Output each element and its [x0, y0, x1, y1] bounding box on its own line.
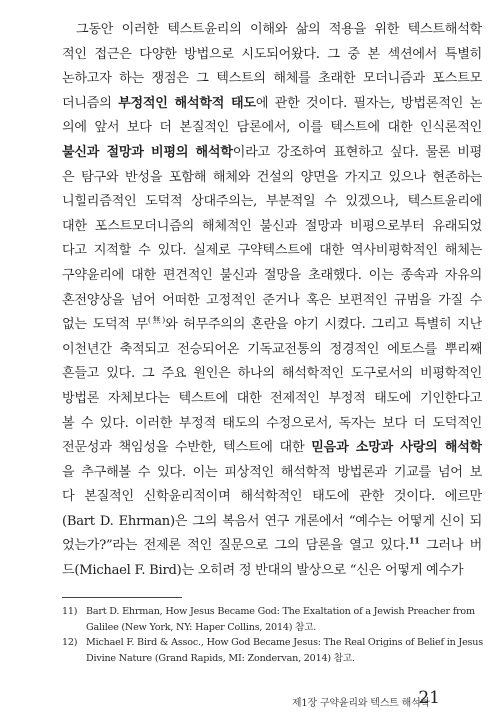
body-line: [62, 362, 482, 387]
footnote-line: Divine Nature (Grand Rapids, MI: Zondervan, 2014) 참고.: [86, 652, 355, 664]
text-run: 혼전양상을 넘어 어떠한 고정적인 준거나 혹은 보편적인 규범을 가질 수: [62, 292, 482, 308]
body-line: [62, 92, 482, 117]
text-run: 다고 지적할 수 있다. 실제로 구약텍스트에 대한 역사비평학적인 해체는: [62, 243, 482, 259]
body-line: [62, 436, 482, 461]
text-run: 볼 수 있다. 이러한 부정적 태도의 수정으로서, 독자는 보다 더 도덕적인: [62, 415, 482, 431]
body-line: [62, 264, 482, 289]
body-line: [62, 190, 482, 215]
text-run: 은 탐구와 반성을 포함해 해체와 건설의 양면을 가지고 있으나 현존하는: [62, 169, 482, 185]
body-line: [62, 67, 482, 92]
body-line: [62, 338, 482, 363]
body-line: [62, 239, 482, 264]
footnote: [62, 604, 487, 635]
footnote-number: 11): [62, 606, 78, 617]
text-run: 더니즘의: [62, 95, 119, 111]
bold-phrase: 믿음과 소망과 사랑의 해석학: [311, 440, 482, 456]
footnote-line: Michael F. Bird & Assoc., How God Became Jesus: The Real Origins of Belief in Jesus: [86, 637, 483, 648]
text-run: 그동안 이러한 텍스트윤리의 이해와 삶의 적용을 위한 텍스트해석학: [76, 22, 482, 37]
text-run: 이천년간 축적되고 전승되어온 기독교전통의 정경적인 에토스를 뿌리째: [62, 341, 482, 357]
body-line: [62, 215, 482, 240]
text-run: 에 관한 것이다. 필자는, 방법론적인 논: [255, 95, 482, 111]
body-line: [62, 289, 482, 314]
text-run: 이라고 강조하여 표현하고 싶다. 물론 비평: [232, 144, 482, 160]
text-run: 와 허무주의의 혼란을 야기 시켰다. 그리고 특별히 지난: [165, 317, 482, 333]
text-run: 흔들고 있다. 그 주요 원인은 하나의 해석학적인 도구로서의 비평학적인: [62, 366, 482, 382]
text-run: 었는가?”라는 전제론 적인 질문으로 그의 담론을 열고 있다.: [62, 538, 409, 554]
text-run: 다 본질적인 신학윤리적이며 해석학적인 태도에 관한 것이다. 에르만: [62, 489, 482, 505]
footnote-line: Bart D. Ehrman, How Jesus Became God: The Exaltation of a Jewish Preacher from: [86, 606, 475, 617]
text-run: 그러나 버: [419, 538, 482, 554]
text-run: 방법론 자체보다는 텍스트에 대한 전제적인 부정적 태도에 기인한다고: [62, 390, 482, 406]
body-line: [62, 461, 482, 486]
body-line: [62, 559, 482, 584]
text-run: 논하고자 하는 쟁점은 그 텍스트의 해체를 초래한 모더니즘과 포스트모: [62, 71, 482, 87]
text-run: 니힐리즘적인 도덕적 상대주의는, 부분적일 수 있겠으나, 텍스트윤리에: [62, 194, 482, 210]
body-line: [62, 141, 482, 166]
text-run: 적인 접근은 다양한 방법으로 시도되어왔다. 그 중 본 섹션에서 특별히: [62, 46, 482, 62]
footnote-line: Galilee (New York, NY: Haper Collins, 2014) 참고.: [86, 621, 317, 633]
body-line: [62, 412, 482, 437]
text-run: 대한 포스트모더니즘의 해체적인 불신과 절망과 비평으로부터 유래되었: [62, 218, 482, 234]
body-line: [62, 313, 482, 338]
footnote-number: 12): [62, 637, 78, 648]
footnotes: [62, 604, 487, 666]
body-line: [62, 18, 482, 43]
page-number: 21: [418, 688, 440, 708]
body-line: [62, 116, 482, 141]
text-run: 의에 앞서 보다 더 본질적인 담론에서, 이를 텍스트에 대한 인식론적인: [62, 120, 482, 136]
hanja-gloss: (無): [147, 315, 166, 325]
footnote-rule: [62, 597, 182, 598]
body-line: [62, 534, 482, 559]
body-text: [62, 18, 482, 584]
running-footer: 제1장 구약윤리와 텍스트 해석학: [291, 698, 430, 709]
body-line: [62, 166, 482, 191]
footnote-ref: 11: [408, 536, 420, 547]
body-line: [62, 485, 482, 510]
body-line: [62, 43, 482, 68]
text-run: 구약윤리에 대한 편견적인 불신과 절망을 초래했다. 이는 종속과 자유의: [62, 267, 482, 283]
text-run: 전문성과 책임성을 수반한, 텍스트에 대한: [62, 440, 312, 456]
bold-phrase: 부정적인 해석학적 태도: [118, 95, 256, 111]
body-line: [62, 387, 482, 412]
footnote-text: [86, 604, 487, 635]
body-line: [62, 510, 482, 535]
bold-phrase: 불신과 절망과 비평의 해석학: [62, 144, 233, 160]
footnote: [62, 635, 487, 666]
footnote-text: [86, 635, 487, 666]
text-run: 없는 도덕적 무: [62, 317, 148, 333]
text-run: 드(Michael F. Bird)는 오히려 정 반대의 발상으로 “신은 어떻게 예수가: [62, 563, 464, 579]
text-run: 을 추구해볼 수 있다. 이는 피상적인 해석학적 방법론과 기교를 넘어 보: [62, 464, 482, 480]
text-run: (Bart D. Ehrman)은 그의 복음서 연구 개론에서 “예수는 어떻게 신이 되: [62, 513, 482, 529]
